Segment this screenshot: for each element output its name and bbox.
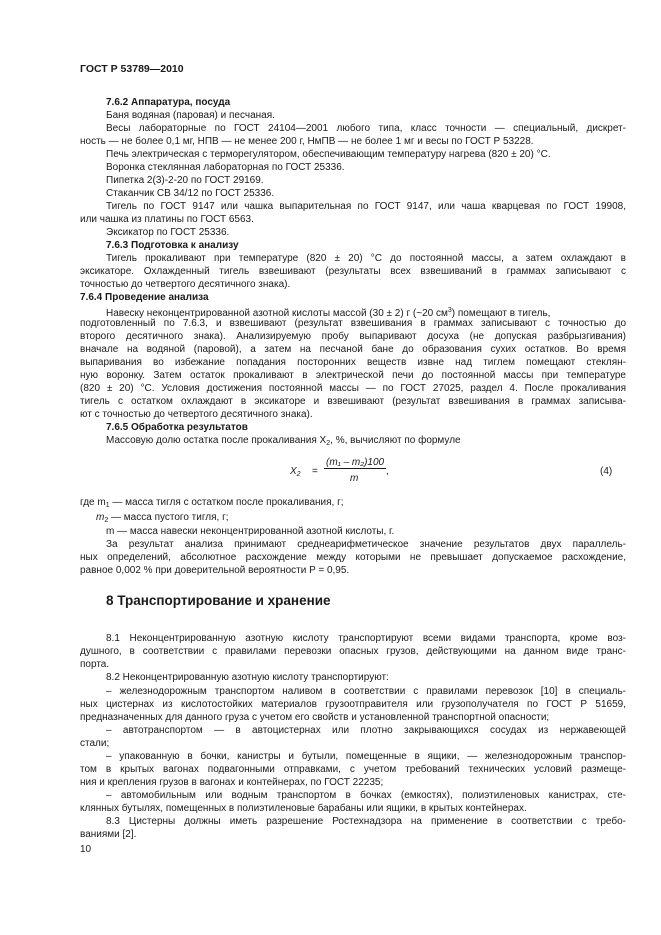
line-text: 7.6.5 Обработка результатов xyxy=(106,422,248,433)
line-text: (820 ± 20) °С. Условия достижения постоянной массы — по ГОСТ 27025, раздел 4. После прокаливания xyxy=(80,383,626,394)
line-text: подготовленный по 7.6.3, и взвешивают (результат взвешивания в граммах записывают с точностью до xyxy=(80,318,626,329)
line-text: точностью до четвертого десятичного знака). xyxy=(80,279,291,290)
line-text: Воронка стеклянная лабораторная по ГОСТ 25336. xyxy=(106,162,345,173)
line-text-tail: , %, вычисляют по формуле xyxy=(330,435,461,446)
line-text: 7.6.4 Проведение анализа xyxy=(80,292,209,303)
text-line xyxy=(106,148,551,161)
heading-763 xyxy=(106,239,239,252)
subscript-1: 1 xyxy=(105,502,110,509)
text-line xyxy=(106,122,626,135)
text-line xyxy=(106,685,626,698)
text-line xyxy=(80,408,313,421)
superscript-3: 3 xyxy=(447,307,452,314)
text-line xyxy=(106,538,626,551)
line-text: где m xyxy=(80,497,106,508)
formula-denominator: m xyxy=(350,473,359,484)
line-text: За результат анализа принимают среднеарифметическое значение результатов двух параллель- xyxy=(106,539,626,550)
text-line xyxy=(80,395,626,408)
text-line xyxy=(106,632,626,645)
text-line xyxy=(80,698,626,711)
text-line xyxy=(106,815,626,828)
line-text: Тигель по ГОСТ 9147 или чашка выпарительная по ГОСТ 9147, или чаша кварцевая по ГОСТ 19908, xyxy=(106,201,626,212)
text-line xyxy=(80,135,534,148)
text-line xyxy=(106,789,626,802)
line-text: 7.6.3 Подготовка к анализу xyxy=(106,240,239,251)
line-text: 8.1 Неконцентрированную азотную кислоту транспортируют всеми видами транспорта, кроме воз- xyxy=(106,633,626,644)
line-text: – железнодорожным транспортом наливом в соответствии с правилами перевозок [10] в специаль- xyxy=(106,686,626,697)
line-text: тигель с остатком охлаждают в эксикаторе и взвешивают (результат взвешивания в граммах записыва- xyxy=(80,396,626,407)
line-text-tail: — масса тигля с остатком после прокаливания, г; xyxy=(109,497,344,508)
line-text: ность — не более 0,1 мг, НПВ — не менее 200 г, НмПВ — не более 1 мг и весы по ГОСТ Р 53228. xyxy=(80,136,534,147)
text-line xyxy=(80,564,349,577)
heading-762 xyxy=(106,96,230,109)
line-text: Баня водяная (паровая) и песчаная. xyxy=(106,110,275,121)
line-text: m — масса навески неконцентрированной азотной кислоты, г. xyxy=(106,526,395,537)
text-line xyxy=(80,330,626,343)
text-line xyxy=(80,551,626,564)
text-line xyxy=(80,496,344,512)
text-line xyxy=(106,161,345,174)
line-text: порта. xyxy=(80,659,110,670)
line-text: ную воронку. Затем остаток прокаливают в электрической печи до постоянной массы при температуре xyxy=(80,370,626,381)
text-line xyxy=(106,671,389,684)
line-text: 7.6.2 Аппаратура, посуда xyxy=(106,97,231,108)
text-line xyxy=(80,356,626,369)
formula-comma: , xyxy=(386,466,389,477)
line-text: 8.3 Цистерны должны иметь разрешение Ростехнадзора на применение в соответствии с требо- xyxy=(106,816,626,827)
line-text: m xyxy=(96,512,105,523)
text-line xyxy=(80,278,290,291)
text-line xyxy=(80,658,109,671)
text-line xyxy=(80,737,109,750)
line-text: или чашка из платины по ГОСТ 6563. xyxy=(80,214,254,225)
line-text: ных цистернах из кислотостойких материалов грузоотправителя или грузополучателя по ГОСТ Р 51659, xyxy=(80,699,626,710)
text-line xyxy=(80,343,626,356)
line-text: клянных бутылях, помещенных в полиэтиленовые барабаны или ящики, в крытых контейнерах. xyxy=(80,803,527,814)
heading-765 xyxy=(106,421,248,434)
heading-764 xyxy=(80,291,209,304)
line-text: 8.2 Неконцентрированную азотную кислоту транспортируют: xyxy=(106,672,389,683)
formula-numerator: (m₁ – m₂)100 xyxy=(326,457,385,468)
line-text: Эксикатор по ГОСТ 25336. xyxy=(106,227,230,238)
line-text: том в крытых вагонах подвагонными отправками, с учетом требований технических условий размеще- xyxy=(80,764,626,775)
text-line xyxy=(80,369,626,382)
line-text: Пипетка 2(3)-2-20 по ГОСТ 29169. xyxy=(106,175,264,186)
line-text: выпаривания во избежание попадания посторонних веществ извне над тиглем помещают стеклян- xyxy=(80,357,626,368)
text-line xyxy=(80,213,254,226)
line-text: Стаканчик СВ 34/12 по ГОСТ 25336. xyxy=(106,188,275,199)
line-text: Весы лабораторные по ГОСТ 24104—2001 любого типа, класс точности — специальный, дискрет- xyxy=(106,123,626,134)
line-text: ют с точностью до четвертого десятичного знака). xyxy=(80,409,313,420)
text-line xyxy=(80,802,527,815)
text-line xyxy=(106,200,626,213)
text-line xyxy=(106,525,394,538)
text-line xyxy=(106,750,626,763)
line-text: Тигель прокаливают при температуре (820 ± 20) °С до постоянной массы, а затем охлаждают в xyxy=(106,253,626,264)
line-text-tail: — масса пустого тигля, г; xyxy=(108,512,229,523)
line-text: эксикаторе. Охлажденный тигель взвешивают (результаты всех взвешиваний в граммах записывают с xyxy=(80,266,626,277)
text-line xyxy=(80,265,626,278)
text-line xyxy=(80,776,383,789)
line-text: – автомобильным или водным транспортом в бочках (емкостях), полиэтиленовых канистрах, сте- xyxy=(106,790,626,801)
line-text: Печь электрическая с терморегулятором, обеспечивающим температуру нагрева (820 ± 20) °С. xyxy=(106,149,551,160)
text-line xyxy=(80,317,626,330)
line-text: Навеску неконцентрированной азотной кислоты массой (30 ± 2) г (~20 см xyxy=(106,308,448,319)
text-line xyxy=(106,174,264,187)
line-text: душного, в соответствии с правилами перевозки опасных грузов, действующими на данном виде транс- xyxy=(80,646,626,657)
text-line xyxy=(80,645,626,658)
text-line xyxy=(106,252,626,265)
line-text: ных определений, абсолютное расхождение между которыми не превышает допускаемое расхождение, xyxy=(80,552,626,563)
line-text: – автотранспортом — в автоцистернах или плотно закрывающихся сосудах из нержавеющей xyxy=(106,725,626,736)
line-text: вначале на водяной (паровой), а затем на песчаной бане до образования сухих остатков. Во время xyxy=(80,344,626,355)
text-line xyxy=(80,711,549,724)
text-line xyxy=(80,828,136,841)
text-line xyxy=(106,226,229,239)
page-number: 10 xyxy=(80,844,92,855)
text-line xyxy=(106,109,275,122)
text-line xyxy=(106,434,461,450)
line-text-tail: ) помещают в тигель, xyxy=(451,308,551,319)
section-8-title: 8 Транспортирование и хранение xyxy=(106,593,331,608)
line-text: предназначенных для данного груза с учетом его свойств и установленной транспортной опасности; xyxy=(80,712,550,723)
formula-number: (4) xyxy=(600,466,613,477)
line-text: стали; xyxy=(80,738,110,749)
formula-lhs: $X_2$ xyxy=(290,466,301,478)
line-text: – упакованную в бочки, канистры и бутыли, помещенные в ящики, — железнодорожным транспор- xyxy=(106,751,626,762)
text-line xyxy=(106,187,274,200)
line-text: ваниями [2]. xyxy=(80,829,137,840)
text-line xyxy=(80,763,626,776)
line-text: второго десятичного знака). Анализируемую пробу выпаривают досуха (не допуская разбрызгивания) xyxy=(80,331,626,342)
formula-equals: = xyxy=(312,466,318,477)
subscript-2: 2 xyxy=(326,440,331,447)
subscript-2: 2 xyxy=(104,517,109,524)
line-text: ния и крепления грузов в вагонах и контейнерах, по ГОСТ 22235; xyxy=(80,777,384,788)
text-line xyxy=(106,724,626,737)
document-header: ГОСТ Р 53789—2010 xyxy=(80,63,184,75)
line-text: равное 0,002 % при доверительной вероятности P = 0,95. xyxy=(80,565,350,576)
text-line xyxy=(80,382,626,395)
line-text: Массовую долю остатка после прокаливания X xyxy=(106,435,327,446)
